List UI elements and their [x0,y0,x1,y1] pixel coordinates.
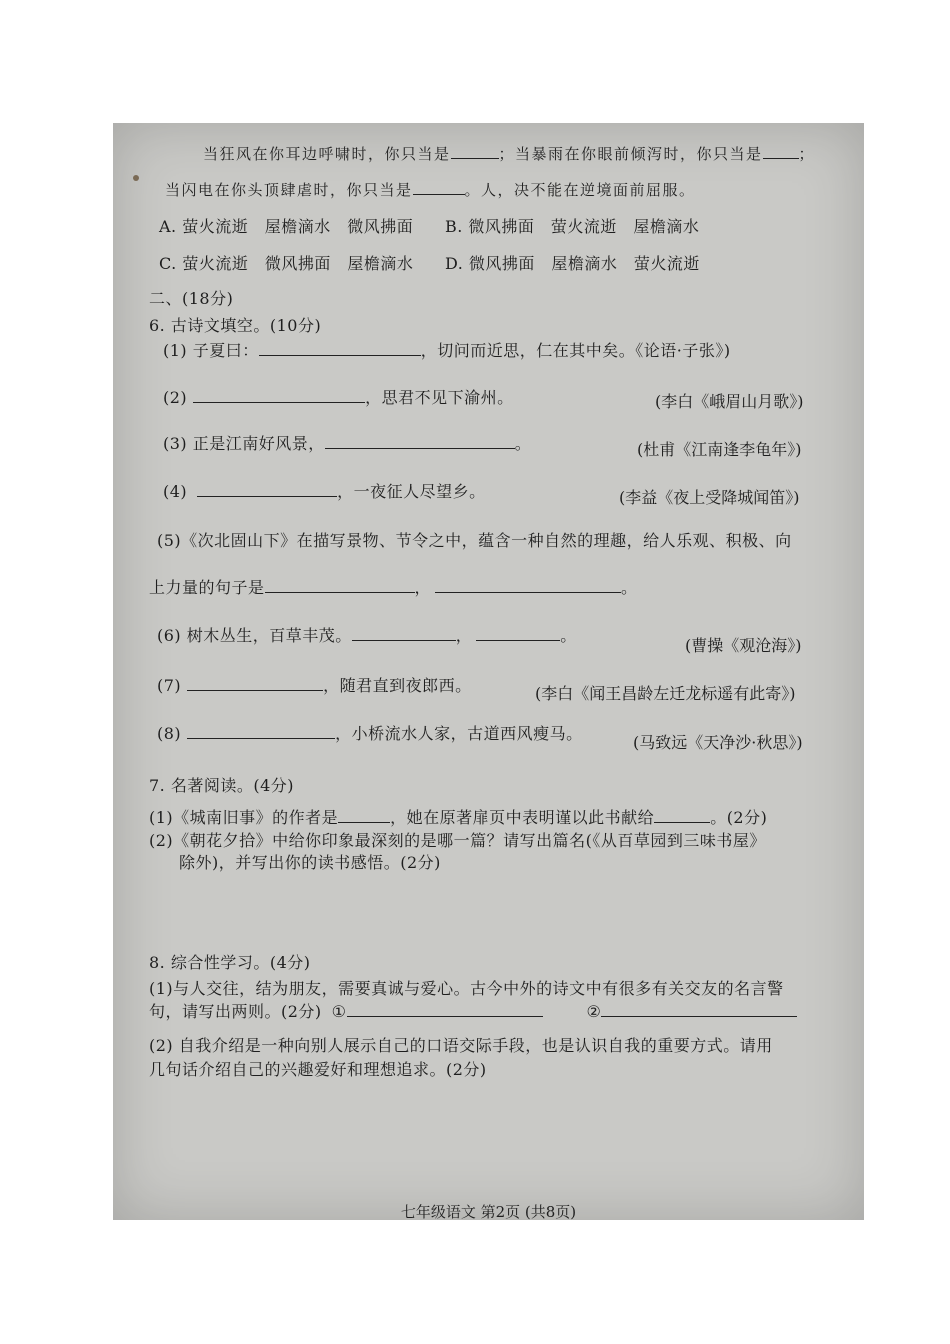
text: ，她在原著扉页中表明谨以此书献给 [390,808,655,827]
answer-blank[interactable] [193,388,365,403]
q7-title: 7. 名著阅读。(4分) [149,776,295,795]
q5-option-b: B. 微风拂面 萤火流逝 屋檐滴水 [445,217,700,236]
q6-item-7-source: (李白《闻王昌龄左迁龙标遥有此寄》) [535,684,796,703]
answer-blank[interactable] [476,626,560,641]
text: (1)《城南旧事》的作者是 [149,808,339,827]
text: 当狂风在你耳边呼啸时，你只当是 [203,145,451,163]
text: 。 [621,578,638,597]
q6-item-8 [157,721,583,744]
answer-blank[interactable] [265,578,415,593]
text: 。 [514,434,532,453]
q6-item-8-source: (马致远《天净沙·秋思》) [633,733,803,752]
source-reference: 《论语·子张》) [635,341,731,360]
q5-option-c: C. 萤火流逝 微风拂面 屋檐滴水 [159,254,414,273]
section-heading: 二、(18分) [149,289,234,308]
text: 上力量的句子是 [149,578,265,597]
q6-title: 6. 古诗文填空。(10分) [149,316,322,335]
answer-blank[interactable] [654,808,710,823]
text: (8) [157,724,182,743]
text: ，随君直到夜郎西。 [323,676,472,695]
text: 。人，决不能在逆境面前屈服。 [464,181,696,199]
answer-marker: ② [586,1002,602,1021]
text: (3) 正是江南好风景， [163,434,325,453]
text: 。(2分) [710,808,768,827]
text: 句，请写出两则。(2分) [149,1002,322,1021]
text: ，一夜征人尽望乡。 [337,482,486,501]
q6-item-5-line2 [149,575,638,598]
text: ；当暴雨在你眼前倾泻时，你只当是 [498,145,763,163]
q6-item-4-source: (李益《夜上受降城闻笛》) [619,488,800,507]
q6-item-7 [157,673,472,696]
q6-item-6-source: (曹操《观沧海》) [685,636,802,655]
answer-blank[interactable] [187,724,335,739]
q6-item-1 [163,338,731,361]
text: (7) [157,676,182,695]
exam-page [113,123,864,1220]
q6-item-5-line1: (5)《次北固山下》在描写景物、节令之中，蕴含一种自然的理趣，给人乐观、积极、向 [157,531,792,550]
text: ， [414,578,432,597]
answer-blank[interactable] [413,180,465,195]
answer-blank[interactable] [347,1002,543,1017]
answer-blank[interactable] [325,434,515,449]
q6-item-3 [163,431,531,454]
q5-option-d: D. 微风拂面 屋檐滴水 萤火流逝 [445,254,700,273]
answer-blank[interactable] [187,676,323,691]
answer-blank[interactable] [451,144,499,159]
page-footer: 七年级语文 第2页 (共8页) [400,1203,577,1220]
q7-item-2-line1: (2)《朝花夕拾》中给你印象最深刻的是哪一篇？请写出篇名(《从百草园到三味书屋》 [149,831,766,850]
answer-blank[interactable] [352,626,456,641]
text: (1) 子夏曰： [163,341,259,360]
q5-line1 [203,143,815,164]
text: (4) [163,482,188,501]
text: 。 [560,626,577,645]
q8-title: 8. 综合性学习。(4分) [149,953,311,972]
answer-blank[interactable] [763,144,799,159]
q7-item-2-line2: 除外)，并写出你的读书感悟。(2分) [179,853,441,872]
answer-blank[interactable] [435,578,621,593]
q8-item-1-line2 [149,999,797,1022]
text: ，思君不见下渝州。 [365,388,514,407]
q8-item-2-line1: (2) 自我介绍是一种向别人展示自己的口语交际手段，也是认识自我的重要方式。请用 [149,1036,773,1055]
text: ，切问而近思，仁在其中矣。 [420,341,636,360]
text: ， [455,626,473,645]
text: ； [798,145,816,163]
ink-spot [133,175,139,181]
q8-item-2-line2: 几句话介绍自己的兴趣爱好和理想追求。(2分) [149,1060,487,1079]
q5-option-a: A. 萤火流逝 屋檐滴水 微风拂面 [159,217,414,236]
q7-item-1 [149,805,767,828]
answer-marker: ① [331,1002,347,1021]
q5-line2 [165,179,696,200]
answer-blank[interactable] [338,808,390,823]
q6-item-2-source: (李白《峨眉山月歌》) [655,392,804,411]
q6-item-4 [163,479,486,502]
q6-item-6 [157,623,577,646]
text: (6) 树木丛生，百草丰茂。 [157,626,352,645]
answer-blank[interactable] [259,341,421,356]
q8-item-1-line1: (1)与人交往，结为朋友，需要真诚与爱心。古今中外的诗文中有很多有关交友的名言警 [149,979,784,998]
answer-blank[interactable] [197,482,337,497]
text: (2) [163,388,188,407]
text: ，小桥流水人家，古道西风瘦马。 [335,724,583,743]
q6-item-2 [163,385,514,408]
text: 当闪电在你头顶肆虐时，你只当是 [165,181,413,199]
q6-item-3-source: (杜甫《江南逢李龟年》) [637,440,802,459]
answer-blank[interactable] [601,1002,797,1017]
